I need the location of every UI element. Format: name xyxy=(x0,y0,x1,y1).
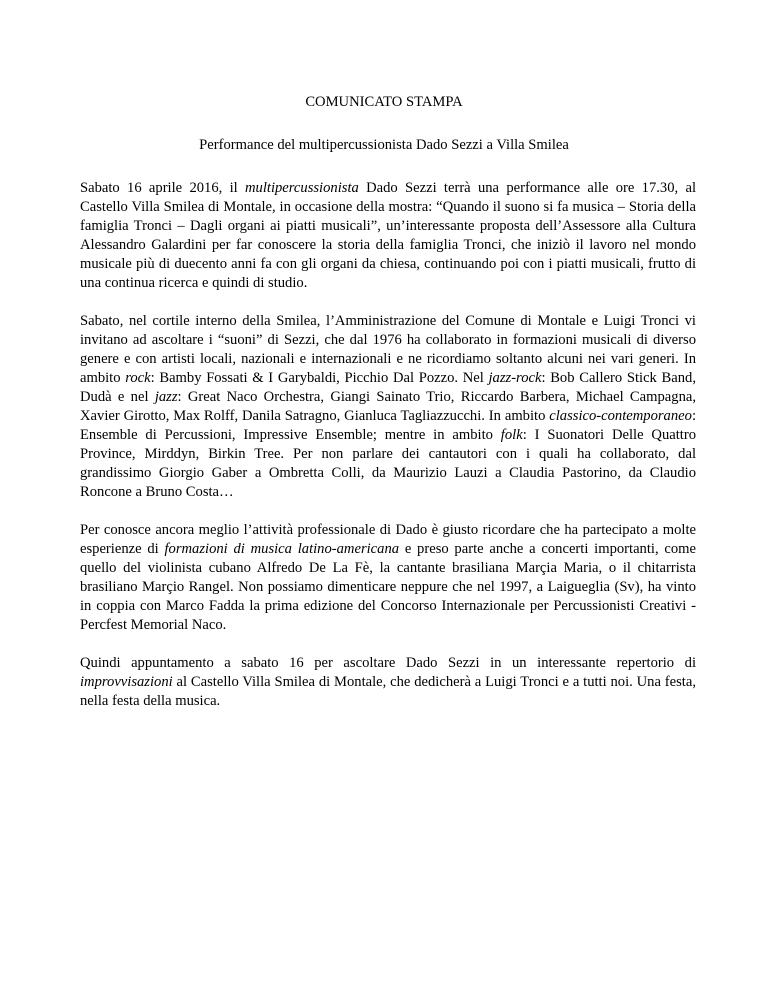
italic-text: improvvisazioni xyxy=(80,674,173,690)
paragraph-text: : Bob Callero Stick Band, Dudà e nel xyxy=(80,370,696,405)
paragraph xyxy=(80,312,696,502)
paragraph-text: Quindi appuntamento a sabato 16 per ascoltare Dado Sezzi in un interessante repertorio di xyxy=(80,655,696,671)
paragraph-text: Sabato, nel cortile interno della Smilea, l’Amministrazione del Comune di Montale e Luigi Tronci vi invitano ad ascoltare i “suoni” di Sezzi, che dal 1976 ha collaborato in formazioni musicali di diverso genere e con artisti locali, nazionali e internazionali e ne ricordiamo soltanto alcuni nei vari generi. In ambito xyxy=(80,313,696,386)
italic-text: folk xyxy=(500,427,523,443)
paragraph-text: Per conosce ancora meglio l’attività professionale di Dado è giusto ricordare che ha partecipato a molte esperienze di xyxy=(80,522,696,557)
italic-text: formazioni di musica latino-americana xyxy=(164,541,400,557)
paragraph-text: : Bamby Fossati & I Garybaldi, Picchio Dal Pozzo. Nel xyxy=(150,370,489,386)
document-title: COMUNICATO STAMPA xyxy=(305,94,463,110)
italic-text: multipercussionista xyxy=(245,180,359,196)
italic-text: classico-contemporaneo xyxy=(549,408,692,424)
paragraph-text: al Castello Villa Smilea di Montale, che dedicherà a Luigi Tronci e a tutti noi. Una festa, nella festa della musica. xyxy=(80,674,696,709)
italic-text: rock xyxy=(125,370,151,386)
italic-text: jazz xyxy=(154,389,178,405)
paragraph xyxy=(80,179,696,293)
paragraph-text: Sabato 16 aprile 2016, il xyxy=(80,180,246,196)
paragraph-text: Dado Sezzi terrà una performance alle ore 17.30, al Castello Villa Smilea di Montale, in occasione della mostra: “Quando il suono si fa musica – Storia della famiglia Tronci – Dagli organi ai piatti musicali”, un’interessante proposta dell’Assessore alla Cultura Alessandro Galardini per far conoscere la storia della famiglia Tronci, che iniziò il lavoro nel mondo musicale più di duecento anni fa con gli organi da chiesa, continuando poi con i piatti musicali, frutto di una continua ricerca e quindi di studio. xyxy=(80,180,696,291)
paragraph-text: : I Suonatori Delle Quattro Province, Mirddyn, Birkin Tree. Per non parlare dei cantautori con i quali ha collaborato, dal grandissimo Giorgio Gaber a Ombretta Colli, da Maurizio Lauzi a Claudia Pastorino, da Claudio Roncone a Bruno Costa… xyxy=(80,427,696,500)
italic-text: jazz-rock xyxy=(488,370,542,386)
document-body xyxy=(80,179,696,730)
paragraph-text: : Ensemble di Percussioni, Impressive Ensemble; mentre in ambito xyxy=(80,408,696,443)
document-subtitle: Performance del multipercussionista Dado Sezzi a Villa Smilea xyxy=(199,137,569,153)
paragraph xyxy=(80,654,696,711)
paragraph xyxy=(80,521,696,635)
paragraph-text: e preso parte anche a concerti importanti, come quello del violinista cubano Alfredo De La Fè, la cantante brasiliana Marçia Maria, o il chitarrista brasiliano Marçio Rangel. Non possiamo dimenticare neppure che nel 1997, a Laigueglia (Sv), ha vinto in coppia con Marco Fadda la prima edizione del Concorso Internazionale per Percussionisti Creativi - Percfest Memorial Naco. xyxy=(80,541,696,633)
paragraph-text: : Great Naco Orchestra, Giangi Sainato Trio, Riccardo Barbera, Michael Campagna, Xavier Girotto, Max Rolff, Danila Satragno, Gianluca Tagliazzucchi. In ambito xyxy=(80,389,696,424)
